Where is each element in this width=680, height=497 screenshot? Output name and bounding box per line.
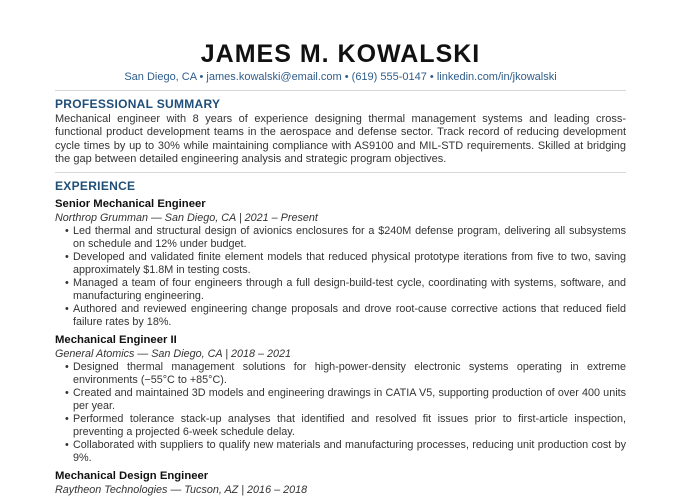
job-bullet [65,225,626,251]
summary-text: Mechanical engineer with 8 years of experience designing thermal management systems and leading cross-functional product development teams in the aerospace and defense sector. Track record of reducing development cycle times by up to 30% while maintaining compliance with AS9100 and MIL-STD requirements. Skilled at bridging the gap between detailed engineering analysis and strategic program objectives. [55,113,626,166]
bullet-text: Collaborated with suppliers to qualify new materials and manufacturing processes, reducing unit production cost by 9%. [73,438,626,464]
job-bullets [55,225,626,329]
contact-line: San Diego, CA • james.kowalski@email.com • (619) 555-0147 • linkedin.com/in/jkowalski [124,71,557,83]
bullet-text: Created and maintained 3D models and engineering drawings in CATIA V5, supporting production of over 400 units per year. [73,386,626,412]
job-title: Senior Mechanical Engineer [55,197,206,210]
job-bullet [65,361,626,387]
bullet-text: Led thermal and structural design of avionics enclosures for a $240M defense program, delivering all subsystems on schedule and 12% under budget. [73,224,626,250]
job-entry [55,334,626,465]
job-bullet [65,439,626,465]
job-title: Mechanical Engineer II [55,333,177,346]
bullet-icon: • [65,360,69,373]
summary-divider [55,172,626,173]
bullet-text: Designed thermal management solutions for high-power-density electronic systems operating in extreme environments (−55°C to +85°C). [73,360,626,386]
summary-heading: PROFESSIONAL SUMMARY [55,97,221,111]
job-bullets [55,361,626,465]
bullet-text: Developed and validated finite element models that reduced physical prototype iterations from five to two, saving approximately $1.8M in testing costs. [73,250,626,276]
bullet-icon: • [65,250,69,263]
bullet-icon: • [65,302,69,315]
job-bullet [65,387,626,413]
bullet-icon: • [65,224,69,237]
job-meta: Raytheon Technologies — Tucson, AZ | 2016 – 2018 [55,483,308,496]
candidate-name: JAMES M. KOWALSKI [200,40,481,68]
job-bullet [65,303,626,329]
job-bullet [65,277,626,303]
job-entry [55,470,626,497]
bullet-icon: • [65,412,69,425]
bullet-icon: • [65,438,69,451]
header-divider [55,90,626,91]
bullet-icon: • [65,386,69,399]
bullet-icon: • [65,276,69,289]
job-meta: Northrop Grumman — San Diego, CA | 2021 – Present [55,211,318,224]
job-bullet [65,413,626,439]
job-entry [55,198,626,329]
job-bullet [65,251,626,277]
job-meta: General Atomics — San Diego, CA | 2018 – 2021 [55,347,292,360]
experience-heading: EXPERIENCE [55,178,136,193]
bullet-text: Authored and reviewed engineering change proposals and drove root-cause corrective actions that reduced field failure rates by 18%. [73,302,626,328]
bullet-text: Performed tolerance stack-up analyses that identified and resolved fit issues prior to first-article inspection, preventing a projected 6-week schedule delay. [73,412,626,438]
bullet-text: Managed a team of four engineers through a full design-build-test cycle, coordinating with systems, software, and manufacturing engineering. [73,276,626,302]
job-title: Mechanical Design Engineer [55,469,209,482]
